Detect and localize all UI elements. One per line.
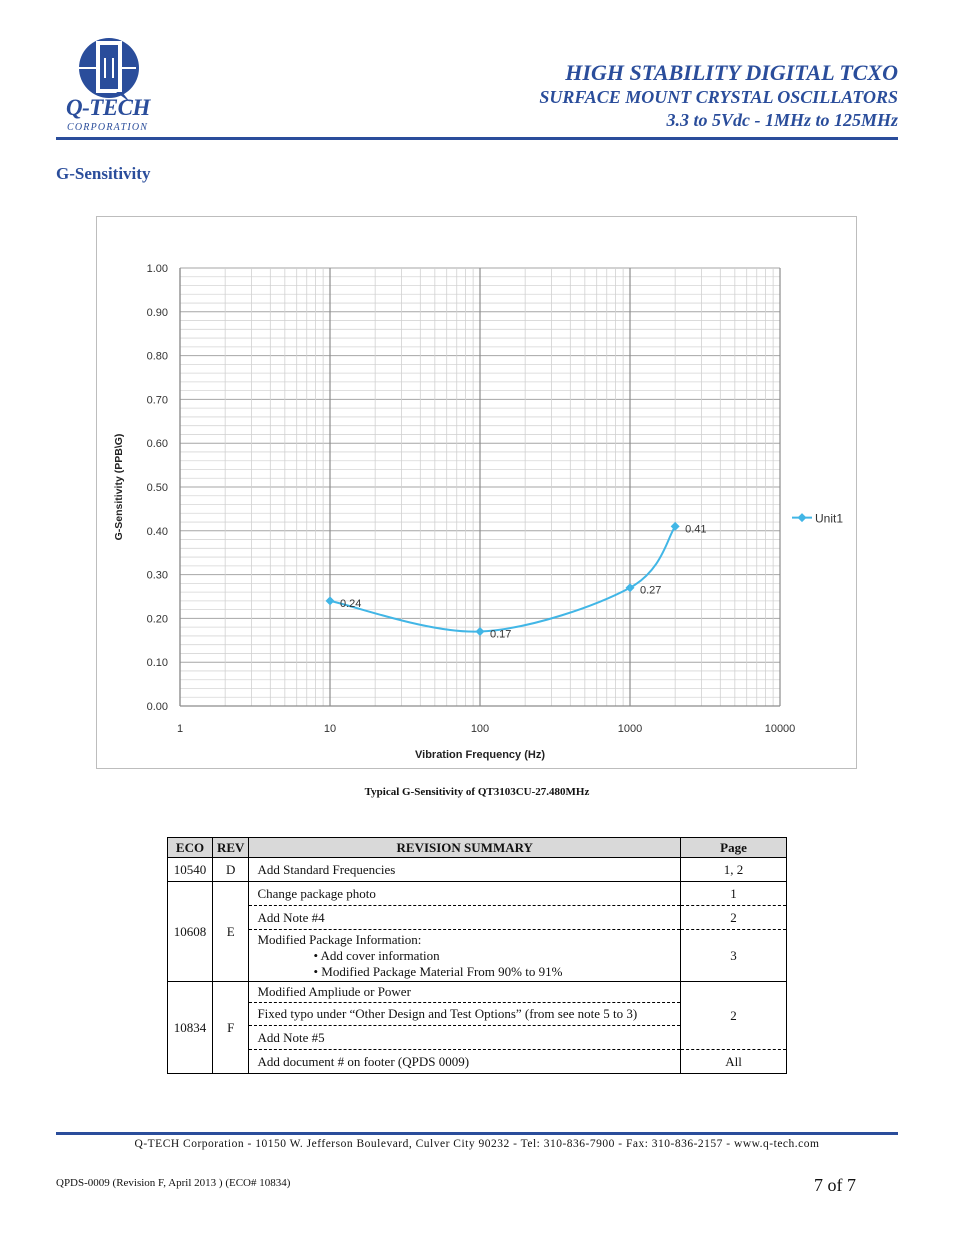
table-header-row	[168, 838, 787, 858]
footer-address: Q-TECH Corporation - 10150 W. Jefferson Boulevard, Culver City 90232 - Tel: 310-836-7900 - Fax: 310-836-2157 - www.q-tech.com	[134, 1138, 820, 1150]
y-tick-label: 0.40	[146, 525, 168, 538]
y-tick-label: 0.00	[146, 701, 168, 713]
summary-cell: Change package photo	[249, 882, 681, 906]
logo-corporation: CORPORATION	[67, 122, 149, 133]
header-eco: ECO	[168, 838, 213, 858]
table-row	[168, 982, 787, 1003]
chart-caption: Typical G-Sensitivity of QT3103CU-27.480MHz	[364, 786, 590, 798]
data-point-marker	[671, 522, 680, 531]
footer-document-id: QPDS-0009 (Revision F, April 2013 ) (ECO# 10834)	[56, 1177, 291, 1189]
legend-marker	[798, 513, 807, 522]
y-tick-label: 1.00	[146, 263, 168, 275]
y-tick-label: 0.90	[146, 306, 168, 319]
header-rev: REV	[213, 838, 249, 858]
document-spec-line: 3.3 to 5Vdc - 1MHz to 125MHz	[666, 110, 898, 130]
summary-cell: Add document # on footer (QPDS 0009)	[249, 1050, 681, 1074]
data-point-marker	[626, 583, 635, 592]
y-tick-label: 0.50	[146, 482, 168, 494]
summary-cell: Add Standard Frequencies	[249, 858, 681, 882]
data-point-marker	[476, 627, 485, 636]
g-sensitivity-chart	[96, 216, 858, 770]
section-title: G-Sensitivity	[56, 164, 151, 183]
table-row	[168, 1050, 787, 1074]
x-tick-label: 100	[470, 723, 490, 735]
data-label: 0.41	[685, 523, 707, 536]
rev-cell: E	[213, 882, 249, 982]
x-axis-title: Vibration Frequency (Hz)	[415, 749, 545, 761]
y-tick-label: 0.70	[146, 394, 168, 407]
logo-wordmark: Q-TECH	[66, 95, 150, 120]
y-tick-label: 0.60	[146, 438, 168, 451]
y-tick-label: 0.10	[146, 657, 168, 670]
summary-cell: Fixed typo under “Other Design and Test Options” (from see note 5 to 3)	[249, 1003, 681, 1026]
page-cell: 3	[681, 930, 787, 982]
footer-divider	[56, 1132, 898, 1135]
y-axis-title: G-Sensitivity (PPB\G)	[113, 433, 125, 541]
y-tick-label: 0.20	[146, 613, 168, 626]
table-row	[168, 930, 787, 982]
data-label: 0.24	[340, 597, 362, 610]
document-title: HIGH STABILITY DIGITAL TCXO	[565, 60, 898, 85]
x-tick-label: 10000	[764, 723, 796, 735]
summary-cell: Modified Ampliude or Power	[249, 982, 681, 1003]
data-label: 0.17	[490, 628, 512, 641]
eco-cell: 10608	[168, 882, 213, 982]
page-cell: All	[681, 1050, 787, 1074]
table-row	[168, 858, 787, 882]
summary-cell: Add Note #4	[249, 906, 681, 930]
table-row	[168, 882, 787, 906]
page-cell: 2	[681, 982, 787, 1050]
legend-label: Unit1	[815, 511, 844, 526]
summary-bullet: • Add cover information	[313, 947, 440, 963]
document-subtitle: SURFACE MOUNT CRYSTAL OSCILLATORS	[539, 87, 898, 107]
page-cell: 1	[681, 882, 787, 906]
data-point-marker	[326, 596, 335, 605]
eco-cell: 10540	[168, 858, 213, 882]
data-label: 0.27	[640, 584, 662, 597]
page-number: 7 of 7	[814, 1175, 856, 1195]
summary-cell	[249, 930, 681, 982]
header-divider	[56, 137, 898, 140]
eco-cell: 10834	[168, 982, 213, 1074]
y-tick-label: 0.30	[146, 569, 168, 582]
rev-cell: F	[213, 982, 249, 1074]
summary-bullet: • Modified Package Material From 90% to 91%	[313, 963, 563, 979]
table-row	[168, 906, 787, 930]
header-page: Page	[681, 838, 787, 858]
page-cell: 1, 2	[681, 858, 787, 882]
x-tick-label: 1000	[617, 723, 643, 735]
rev-cell: D	[213, 858, 249, 882]
header-summary: REVISION SUMMARY	[249, 838, 681, 858]
y-tick-label: 0.80	[146, 350, 168, 363]
summary-cell: Add Note #5	[249, 1026, 681, 1050]
summary-line: Modified Package Information:	[257, 931, 422, 947]
x-tick-label: 10	[323, 723, 337, 735]
page-cell: 2	[681, 906, 787, 930]
x-tick-label: 1	[176, 723, 184, 735]
revision-table	[167, 837, 787, 1074]
